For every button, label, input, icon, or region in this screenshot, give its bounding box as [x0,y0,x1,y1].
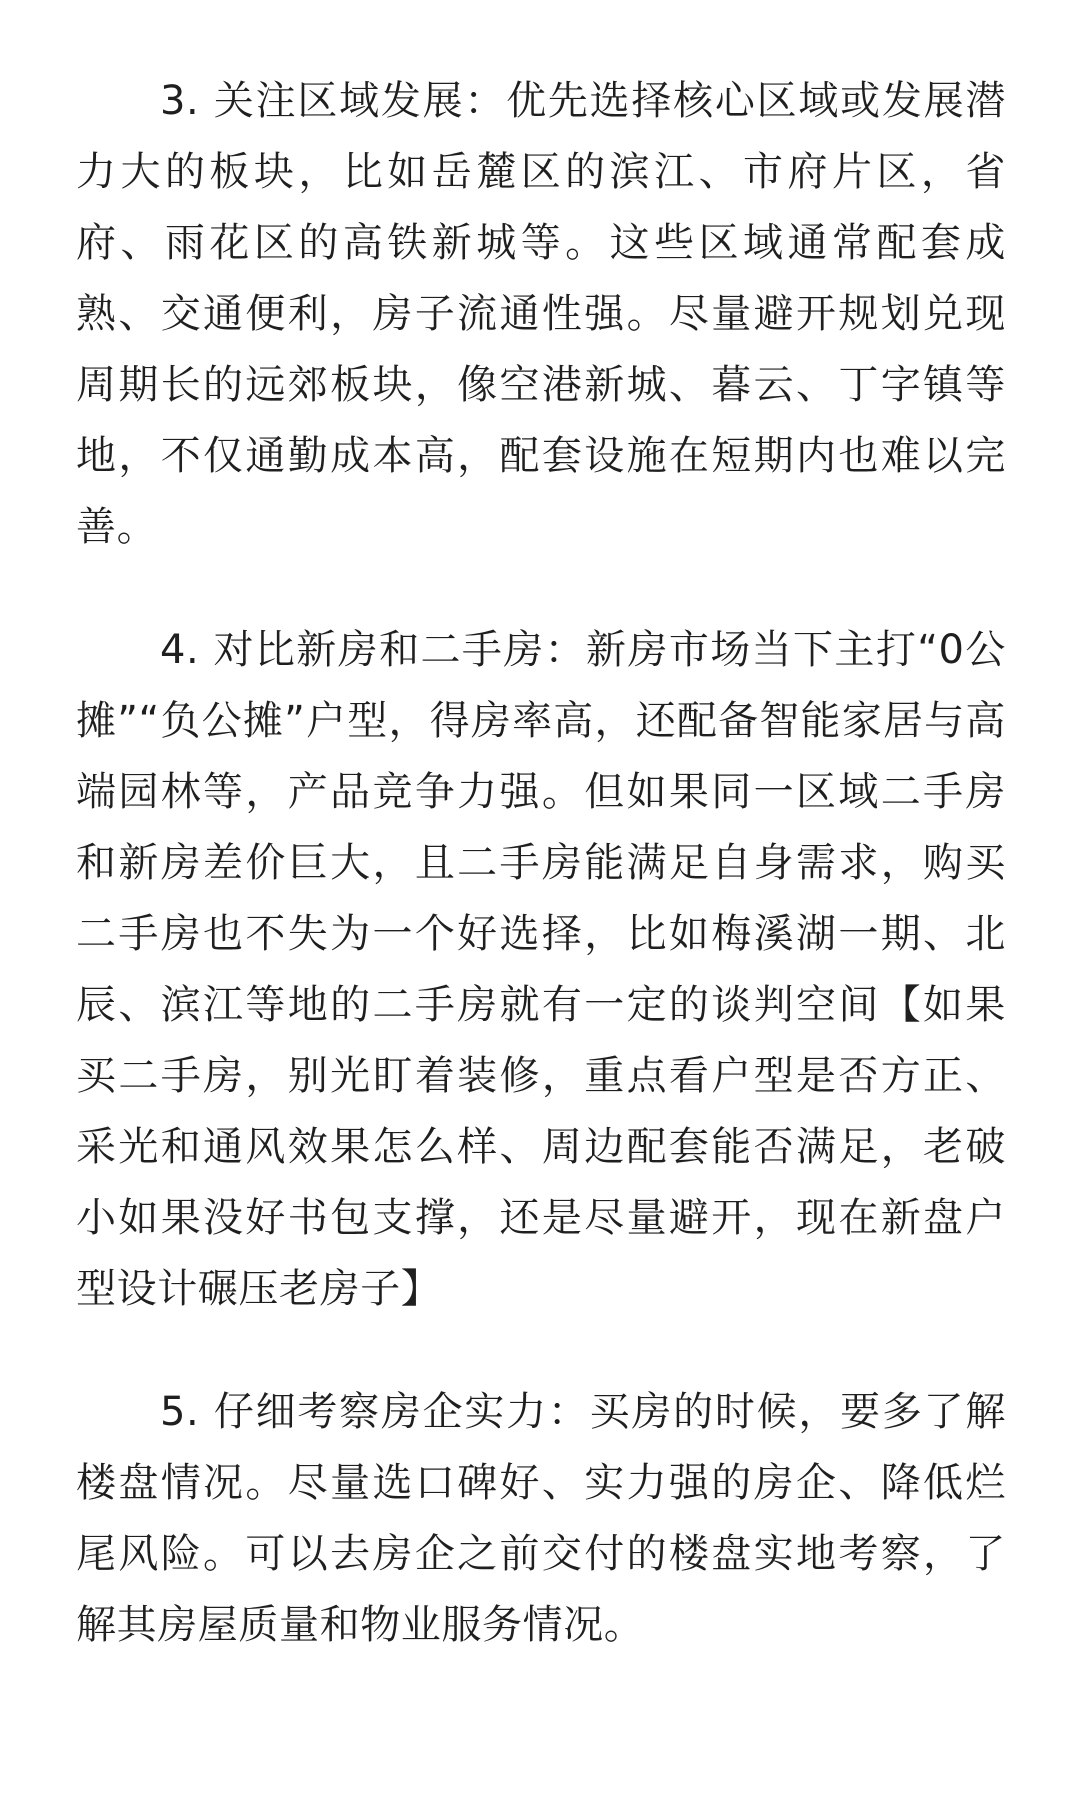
paragraph-regional-development: 3. 关注区域发展：优先选择核心区域或发展潜力大的板块，比如岳麓区的滨江、市府片区，省府、雨花区的高铁新城等。这些区域通常配套成熟、交通便利，房子流通性强。尽量避开规划兑现周期长的远郊板块，像空港新城、暮云、丁字镇等地，不仅通勤成本高，配套设施在短期内也难以完善。 [76,78,1006,550]
paragraph-new-vs-secondhand: 4. 对比新房和二手房：新房市场当下主打“0公摊”“负公摊”户型，得房率高，还配备智能家居与高端园林等，产品竞争力强。但如果同一区域二手房和新房差价巨大，且二手房能满足自身需求，购买二手房也不失为一个好选择，比如梅溪湖一期、北辰、滨江等地的二手房就有一定的谈判空间【如果买二手房，别光盯着装修，重点看户型是否方正、采光和通风效果怎么样、周边配套能否满足，老破小如果没好书包支撑，还是尽量避开，现在新盘户型设计碾压老房子】 [76,627,1006,1312]
paragraph-developer-strength: 5. 仔细考察房企实力：买房的时候，要多了解楼盘情况。尽量选口碑好、实力强的房企、降低烂尾风险。可以去房企之前交付的楼盘实地考察，了解其房屋质量和物业服务情况。 [76,1389,1006,1648]
article-body [76,66,1006,1713]
